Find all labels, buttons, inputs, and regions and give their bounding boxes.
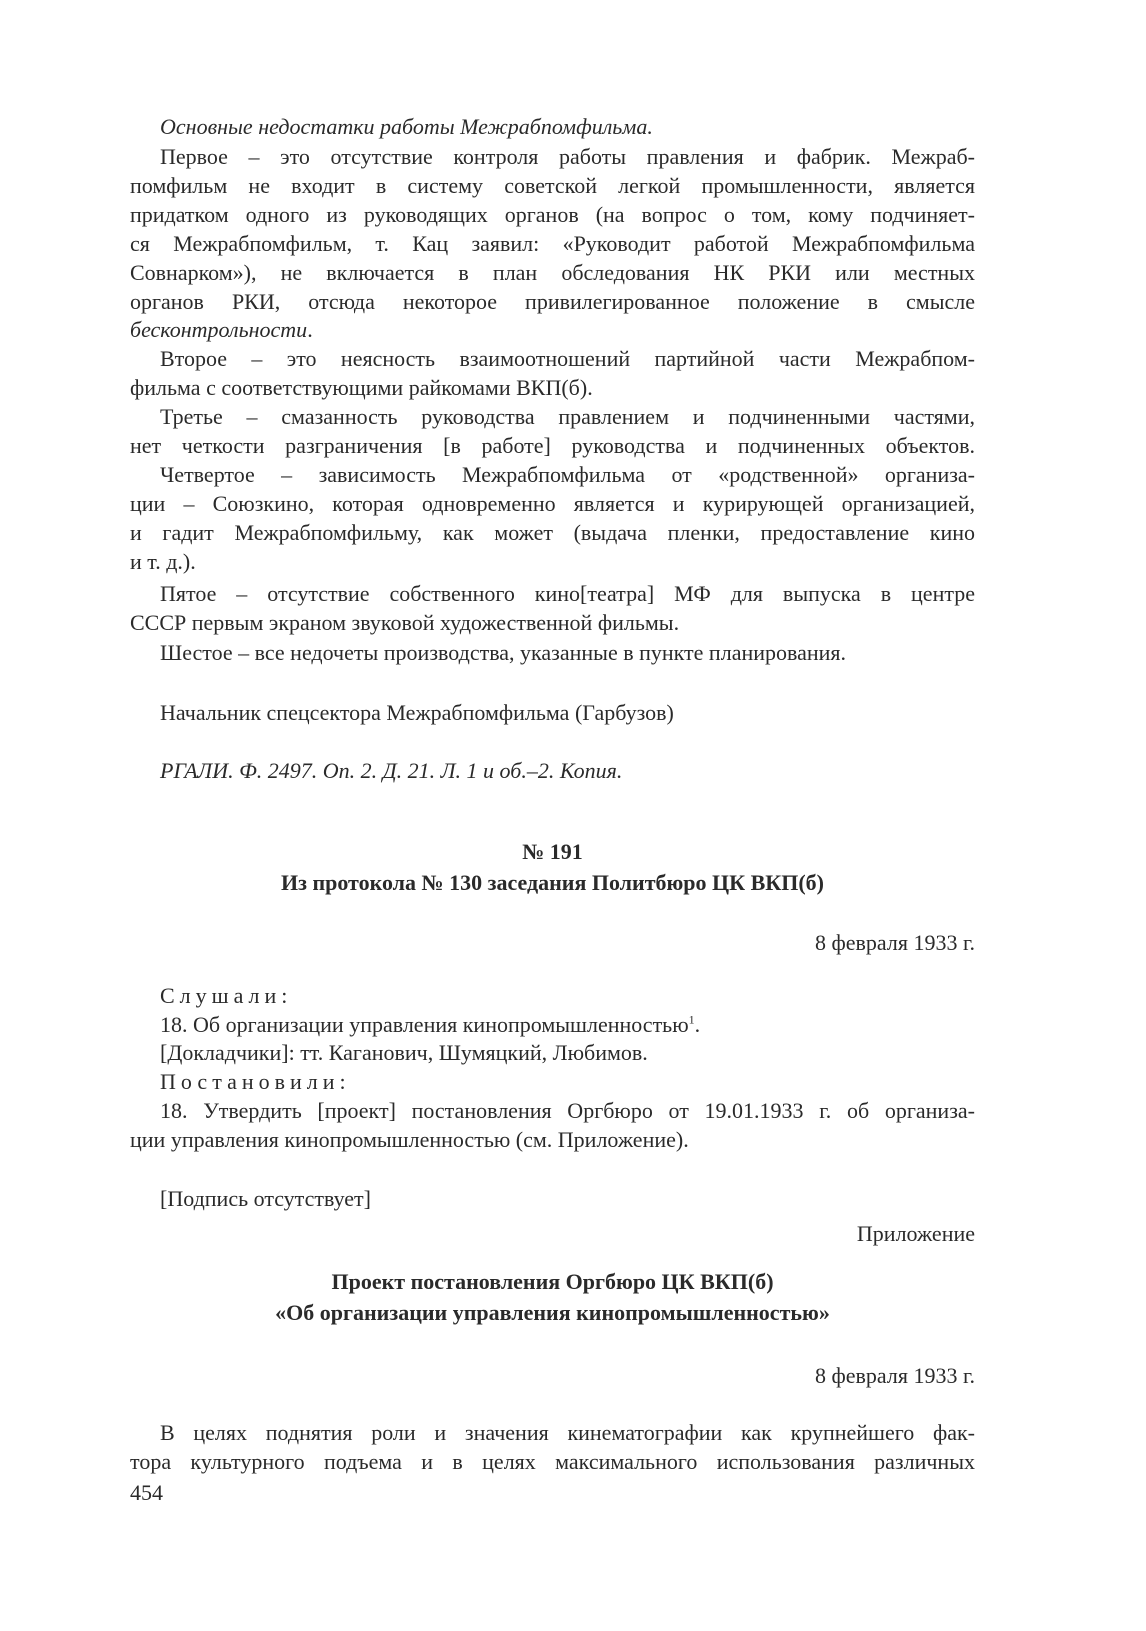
paragraph-line: Четвертое – зависимость Межрабпомфильма от «родственной» организа-	[160, 462, 975, 487]
page-number: 454	[130, 1480, 163, 1505]
signature-line: Начальник спецсектора Межрабпомфильма (Гарбузов)	[160, 700, 674, 725]
paragraph-line: Шестое – все недочеты производства, указанные в пункте планирования.	[160, 640, 847, 665]
paragraph-line: и гадит Межрабпомфильму, как может (выдача пленки, предоставление кино	[130, 520, 975, 545]
paragraph-line: органов РКИ, отсюда некоторое привилегированное положение в смысле	[130, 289, 975, 314]
paragraph-line: нет четкости разграничения [в работе] руководства и подчиненных объектов.	[130, 433, 975, 458]
paragraph-line: ся Межрабпомфильм, т. Кац заявил: «Руководит работой Межрабпомфильма	[130, 231, 975, 256]
section-heading: Основные недостатки работы Межрабпомфильма.	[160, 114, 653, 139]
agenda-item: 18. Об организации управления кинопромышленностью$^1$.	[160, 1012, 701, 1037]
appendix-title: «Об организации управления кинопромышленностью»	[275, 1300, 830, 1325]
archive-citation: РГАЛИ. Ф. 2497. Оп. 2. Д. 21. Л. 1 и об.–2. Копия.	[160, 758, 623, 783]
appendix-label: Приложение	[856, 1221, 975, 1246]
paragraph-line: придатком одного из руководящих органов (на вопрос о том, кому подчиняет-	[130, 202, 975, 227]
paragraph-line: помфильм не входит в систему советской легкой промышленности, является	[130, 173, 975, 198]
document-date: 8 февраля 1933 г.	[814, 930, 975, 955]
appendix-title: Проект постановления Оргбюро ЦК ВКП(б)	[331, 1269, 774, 1294]
agenda-item-text: 18. Об организации управления кинопромышленностью	[160, 1012, 689, 1037]
resolution-line: 18. Утвердить [проект] постановления Оргбюро от 19.01.1933 г. об организа-	[160, 1098, 975, 1123]
footnote-ref: 1	[688, 1012, 695, 1027]
paragraph-line: Третье – смазанность руководства правлением и подчиненными частями,	[160, 404, 975, 429]
speakers: [Докладчики]: тт. Каганович, Шумяцкий, Любимов.	[160, 1040, 648, 1065]
resolved-label: Постановили:	[160, 1069, 351, 1094]
paragraph-line: ции – Союзкино, которая одновременно является и курирующей организацией,	[130, 491, 975, 516]
document-title: Из протокола № 130 заседания Политбюро ЦК ВКП(б)	[280, 870, 825, 895]
paragraph-line: и т. д.).	[130, 549, 196, 574]
paragraph-line: фильма с соответствующими райкомами ВКП(б).	[130, 375, 593, 400]
appendix-date: 8 февраля 1933 г.	[814, 1363, 975, 1388]
paragraph-line: СССР первым экраном звуковой художественной фильмы.	[130, 610, 680, 635]
paragraph-line: Первое – это отсутствие контроля работы правления и фабрик. Межраб-	[160, 144, 975, 169]
document-number: № 191	[522, 839, 583, 864]
paragraph-line: В целях поднятия роли и значения кинематографии как крупнейшего фак-	[160, 1420, 975, 1445]
paragraph-line: Пятое – отсутствие собственного кино[театра] МФ для выпуска в центре	[160, 581, 975, 606]
paragraph-line: Совнарком»), не включается в план обследования НК РКИ или местных	[130, 260, 975, 285]
paragraph-line: Второе – это неясность взаимоотношений партийной части Межрабпом-	[160, 346, 975, 371]
paragraph-line: бесконтрольности.	[130, 317, 313, 342]
emphasis: бесконтрольности	[130, 317, 308, 342]
paragraph-line: тора культурного подъема и в целях максимального использования различных	[130, 1449, 975, 1474]
resolution-line: ции управления кинопромышленностью (см. Приложение).	[130, 1127, 689, 1152]
signature-note: [Подпись отсутствует]	[160, 1186, 371, 1211]
heard-label: Слушали:	[160, 983, 293, 1008]
